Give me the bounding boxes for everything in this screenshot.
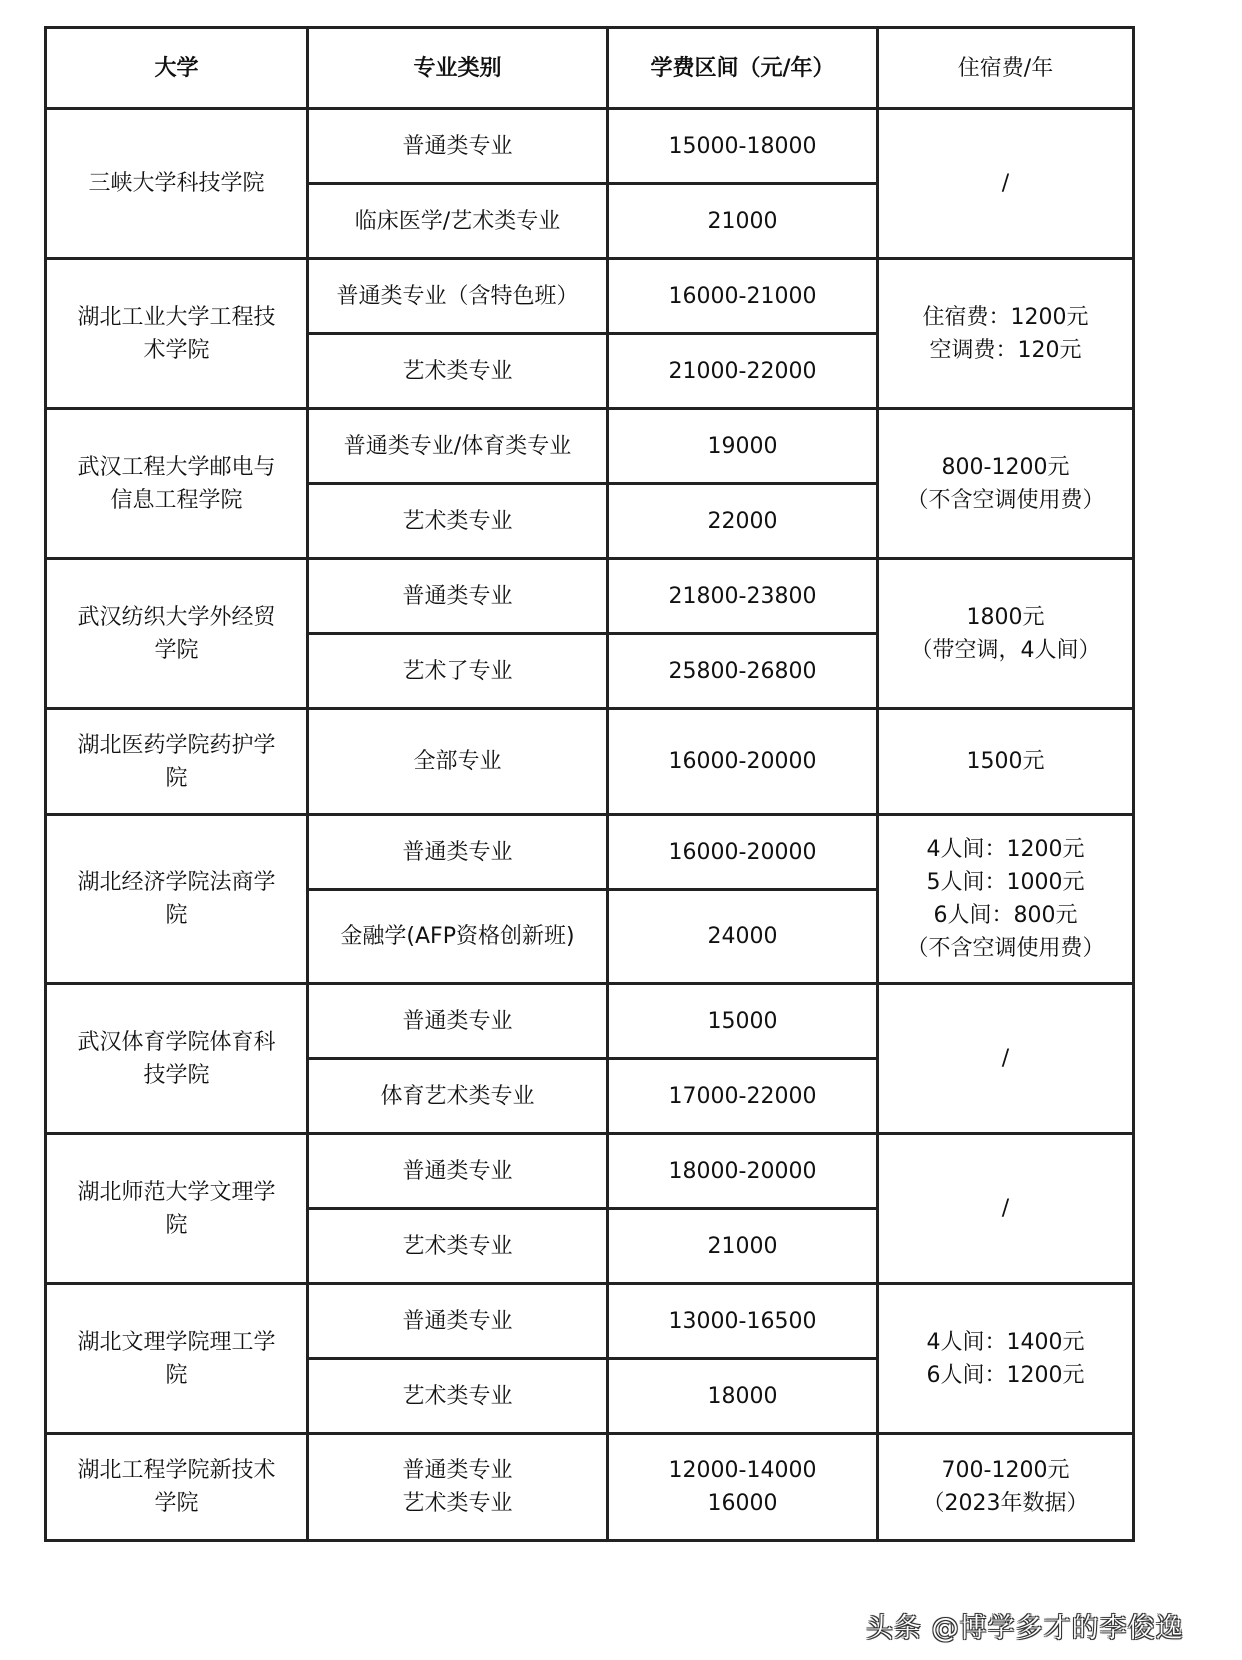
- tuition-fee: 21000: [608, 1209, 878, 1284]
- header-major-category: 专业类别: [308, 28, 608, 109]
- major-category: 普通类专业: [308, 559, 608, 634]
- major-category: 普通类专业: [308, 109, 608, 184]
- tuition-fee: 16000-21000: [608, 259, 878, 334]
- dorm-fee: 800-1200元 （不含空调使用费）: [878, 409, 1134, 559]
- header-row: [46, 28, 1134, 109]
- dorm-fee: /: [878, 984, 1134, 1134]
- watermark-text: 头条 @博学多才的李俊逸: [866, 1613, 1184, 1644]
- major-category: 全部专业: [308, 709, 608, 815]
- university-name: 湖北师范大学文理学 院: [46, 1134, 308, 1284]
- tuition-fee: 17000-22000: [608, 1059, 878, 1134]
- table-row: [46, 815, 1134, 890]
- university-name: 湖北文理学院理工学 院: [46, 1284, 308, 1434]
- major-category: 艺术类专业: [308, 334, 608, 409]
- header-dorm-fee: 住宿费/年: [878, 28, 1134, 109]
- table-row: [46, 1134, 1134, 1209]
- dorm-fee: 4人间：1400元 6人间：1200元: [878, 1284, 1134, 1434]
- university-name: 湖北医药学院药护学 院: [46, 709, 308, 815]
- university-name: 武汉工程大学邮电与 信息工程学院: [46, 409, 308, 559]
- major-category: 临床医学/艺术类专业: [308, 184, 608, 259]
- tuition-fee: 18000-20000: [608, 1134, 878, 1209]
- major-category: 体育艺术类专业: [308, 1059, 608, 1134]
- dorm-fee: 700-1200元 （2023年数据）: [878, 1434, 1134, 1541]
- major-category: 普通类专业: [308, 984, 608, 1059]
- major-category: 普通类专业: [308, 1284, 608, 1359]
- tuition-fee: 19000: [608, 409, 878, 484]
- dorm-fee: 4人间：1200元 5人间：1000元 6人间：800元 （不含空调使用费）: [878, 815, 1134, 984]
- tuition-fee: 16000-20000: [608, 709, 878, 815]
- tuition-fee: 21800-23800: [608, 559, 878, 634]
- table-row: [46, 984, 1134, 1059]
- major-category: 艺术类专业: [308, 1359, 608, 1434]
- table-row: [46, 259, 1134, 334]
- tuition-fee: 15000: [608, 984, 878, 1059]
- tuition-fee: 15000-18000: [608, 109, 878, 184]
- major-category: 普通类专业 艺术类专业: [308, 1434, 608, 1541]
- table-row: [46, 1434, 1134, 1541]
- table-row: [46, 1284, 1134, 1359]
- major-category: 艺术了专业: [308, 634, 608, 709]
- university-name: 三峡大学科技学院: [46, 109, 308, 259]
- major-category: 普通类专业: [308, 1134, 608, 1209]
- dorm-fee: 1800元 （带空调，4人间）: [878, 559, 1134, 709]
- dorm-fee: /: [878, 1134, 1134, 1284]
- tuition-fee: 24000: [608, 890, 878, 984]
- tuition-fee: 16000-20000: [608, 815, 878, 890]
- header-tuition-range: 学费区间（元/年）: [608, 28, 878, 109]
- major-category: 艺术类专业: [308, 484, 608, 559]
- major-category: 普通类专业（含特色班）: [308, 259, 608, 334]
- table-row: [46, 409, 1134, 484]
- header-university: 大学: [46, 28, 308, 109]
- major-category: 艺术类专业: [308, 1209, 608, 1284]
- university-name: 湖北工程学院新技术 学院: [46, 1434, 308, 1541]
- dorm-fee: /: [878, 109, 1134, 259]
- tuition-fee: 21000: [608, 184, 878, 259]
- major-category: 金融学(AFP资格创新班): [308, 890, 608, 984]
- tuition-table: [44, 26, 1135, 1542]
- tuition-fee: 25800-26800: [608, 634, 878, 709]
- university-name: 武汉体育学院体育科 技学院: [46, 984, 308, 1134]
- university-name: 湖北工业大学工程技 术学院: [46, 259, 308, 409]
- tuition-fee: 21000-22000: [608, 334, 878, 409]
- university-name: 武汉纺织大学外经贸 学院: [46, 559, 308, 709]
- major-category: 普通类专业: [308, 815, 608, 890]
- dorm-fee: 住宿费：1200元 空调费：120元: [878, 259, 1134, 409]
- tuition-fee: 12000-14000 16000: [608, 1434, 878, 1541]
- university-name: 湖北经济学院法商学 院: [46, 815, 308, 984]
- major-category: 普通类专业/体育类专业: [308, 409, 608, 484]
- table-row: [46, 709, 1134, 815]
- dorm-fee: 1500元: [878, 709, 1134, 815]
- table-row: [46, 559, 1134, 634]
- tuition-fee: 18000: [608, 1359, 878, 1434]
- table-row: [46, 109, 1134, 184]
- tuition-fee: 22000: [608, 484, 878, 559]
- tuition-fee: 13000-16500: [608, 1284, 878, 1359]
